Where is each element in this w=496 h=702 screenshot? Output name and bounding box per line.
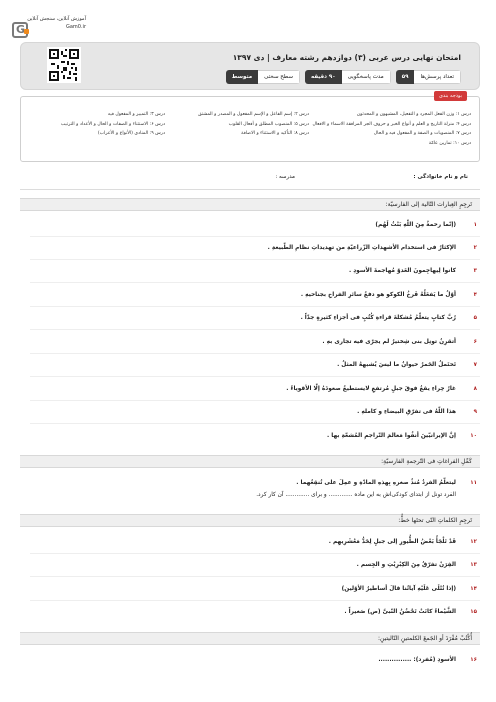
question-number: ۴ bbox=[473, 292, 477, 298]
pill-key: مدت پاسخگویی bbox=[342, 70, 391, 84]
question-text: الفِرَنْ تفرّقُ مِنَ الکِبْرِیْتِ و الجِسم . bbox=[356, 562, 456, 568]
question-divider bbox=[30, 259, 480, 260]
topic-item: درس ۵: المنصوب المطلق و أفعال القلوب bbox=[228, 121, 309, 127]
question-number: ۶ bbox=[473, 339, 477, 345]
topics-column-2 bbox=[198, 110, 309, 139]
question-text: أتقرِنُ تونِل بنی شِختیرُ لم یجرّی فیه تجاری بهِ . bbox=[322, 339, 456, 345]
question-number: ۹ bbox=[473, 409, 477, 415]
brand-site: Gam0.ir bbox=[65, 24, 86, 30]
topics-column-1 bbox=[313, 110, 471, 148]
question-number: ۱ bbox=[473, 222, 477, 228]
question-text: الأسودِ (مُفرد): ............... bbox=[378, 657, 456, 663]
difficulty-badge bbox=[226, 70, 300, 84]
topic-item: درس ۶: الاستثناء و الصفات و الحال و الأعداد و الترتیب bbox=[60, 121, 165, 127]
topics-tag: بودجه بندی bbox=[434, 91, 467, 101]
question-divider bbox=[30, 353, 480, 354]
question-divider bbox=[30, 329, 480, 330]
question-number: ۱۶ bbox=[470, 657, 477, 663]
brand-tagline: آموزش آنلاین، سنجش آنلاین bbox=[27, 16, 86, 22]
exam-header bbox=[20, 42, 480, 90]
topic-item: درس ۱۰: تمارین عامّة bbox=[428, 140, 471, 146]
question-text: قَدْ تَلْجَأُ بَعْضُ الطُّیورِ إلی جبلٍ لِحَدُّ مَعْشَرِیهِم . bbox=[328, 539, 456, 545]
question-text: رُبَّ کتابٍ یتعلّمُ مُشکلةَ قراءةِ کُتُبٍ فی أجزاءِ کثیرةٍ جدّاً . bbox=[300, 315, 456, 321]
question-divider bbox=[30, 236, 480, 237]
question-text: إنَّ الإیرانیّینَ أنفُوا مَعالمَ التّراجمِ المُشعّةِ بها . bbox=[327, 433, 456, 439]
question-number: ۲ bbox=[473, 245, 477, 251]
topics-box bbox=[20, 93, 480, 162]
question-text: غارُ حِراءِ یقعُ فوقَ جبلٍ مُرتفعٍ لایستطیعُ صعودَهُ إلّا الأقویاءُ . bbox=[286, 386, 456, 392]
topic-item: درس ۸: التأکید و الاستثناء و الاضافة bbox=[241, 131, 309, 136]
exam-title: امتحان نهایی درس عربی (۳) دوازدهم رشته معارف | دی ۱۳۹۷ bbox=[232, 53, 461, 62]
duration-badge bbox=[305, 70, 391, 84]
question-number: ۱۱ bbox=[470, 480, 477, 486]
pill-key: تعداد پرسش‌ها bbox=[414, 70, 461, 84]
question-text: کانوا لِیهاجِمونَ العَدوّ مُهاجمةَ الأسودِ . bbox=[348, 268, 456, 274]
section-header: کَمِّلِ الفراغاتِ فی التّرجمةِ الفارسیّةِ: bbox=[20, 455, 480, 468]
question-number: ۱۲ bbox=[470, 539, 477, 545]
topic-item: درس ۲: إسم الفاعل و الإسم المفعول و المصدر و المشتق bbox=[198, 112, 309, 117]
topic-item: درس ۷: المنصوبات و الصفة و المفعول فیه و الحال bbox=[373, 131, 471, 136]
question-divider bbox=[30, 576, 480, 577]
pill-value: متوسط bbox=[226, 70, 258, 84]
topic-item: درس ۹: المنادی (الأنواع و الأعراب) bbox=[97, 131, 165, 136]
question-divider bbox=[30, 400, 480, 401]
section-header: تَرجِمِ الکلماتِ التّی تحتَها خطٌّ: bbox=[20, 514, 480, 527]
question-divider bbox=[30, 376, 480, 377]
question-divider bbox=[30, 306, 480, 307]
topics-column-3 bbox=[61, 110, 165, 139]
question-number: ۳ bbox=[473, 268, 477, 274]
question-text: (إنّما رحمةٌ مِنَ اللّهِ بَنْتُ لَهُم) bbox=[375, 222, 456, 228]
student-info-row bbox=[20, 174, 480, 186]
question-divider bbox=[30, 553, 480, 554]
question-text: الإکثارُ فی استخدام الأشهداتِ الزّراعیّةِ من تهدیداتِ نظامِ الطّبیعةِ . bbox=[267, 245, 456, 251]
question-text: لیتعلّمُ الفردُ مُنذُ صغرهِ بِهذهِ المادّةِ و عمِلَ علی تُنقِعُهما . bbox=[296, 480, 456, 486]
qr-code-icon bbox=[47, 47, 81, 83]
question-divider bbox=[30, 423, 480, 424]
question-number: ۱۳ bbox=[470, 562, 477, 568]
question-number: ۱۴ bbox=[470, 586, 477, 592]
question-text: (إذا تُتْلَی عَلَیْهِ آیاتُنا قالَ أساطیرُ الأوّلین) bbox=[341, 586, 456, 592]
question-text: تَحتَملُ الحَمرُ حیوانٌ ما لیسَ یُشبههُ المثلُ . bbox=[337, 362, 456, 368]
question-number: ۵ bbox=[473, 315, 477, 321]
topic-item: درس ۳: التمییز و المفعول فیه bbox=[107, 112, 165, 117]
question-divider bbox=[30, 600, 480, 601]
topic-item: درس ۴: منزلة التاریخ و العلم و أنواع الخبر و حروف الجر المرافقة الاسماء و الافعال bbox=[312, 121, 471, 127]
question-divider bbox=[30, 282, 480, 283]
question-number: ۸ bbox=[473, 386, 477, 392]
pill-key: سطح سختی bbox=[258, 70, 300, 84]
question-count-badge bbox=[396, 70, 461, 84]
pill-value: ۵۹ bbox=[396, 70, 415, 84]
question-text: أوّلُ ما یَفعَلُهُ فَرخُ الکوکو هو دفعُ سائرِ الفراخِ بجناحیهِ . bbox=[300, 292, 456, 298]
section-header: تَرجِمِ العِبارات التّالیة إلی الفارسیّة: bbox=[20, 198, 480, 211]
school-label: مدرسه : bbox=[275, 174, 295, 180]
pill-value: ۹۰ دقیقه bbox=[305, 70, 342, 84]
question-number: ۱۵ bbox=[470, 609, 477, 615]
topic-item: درس ۱: وزن الفعل المجرد و التفعیل، المشبهون و المحدثون bbox=[356, 112, 471, 117]
exam-meta bbox=[226, 70, 461, 84]
question-number: ۷ bbox=[473, 362, 477, 368]
section-header: أُکْتُبْ مُفْرَدَ أو الجَمعَ الکلمتینِ التّالیتینِ: bbox=[20, 632, 480, 645]
question-number: ۱۰ bbox=[470, 433, 477, 439]
translation-text: الفرد تونل از ابتدای کودکی‌اش به این ماده ............. و برای ............. آن کار کرد. bbox=[256, 492, 456, 498]
logo-accent-icon bbox=[24, 29, 29, 34]
question-text: هذا اللّهُ فی تفرّقِ البیضاءِ و کاملهِ . bbox=[357, 409, 456, 415]
question-text: الشَّیْماءُ کانَتْ تَحْضُنُ النّبیَّ (ص) صَغیراً . bbox=[344, 609, 456, 615]
divider bbox=[20, 189, 480, 190]
student-name-label: نام و نام خانوادگی : bbox=[413, 174, 468, 180]
